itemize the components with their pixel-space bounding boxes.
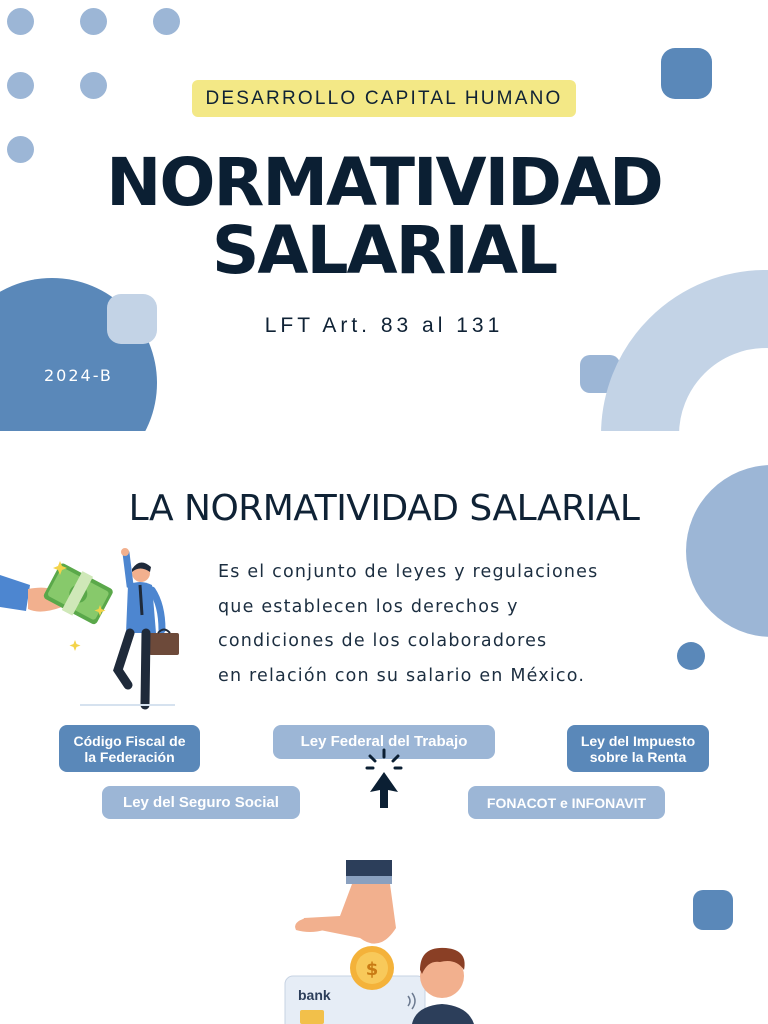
page-title-line1: NORMATIVIDAD	[106, 144, 662, 221]
pill-label: Ley del Impuesto	[580, 732, 696, 749]
bank-payment-illustration	[280, 858, 510, 1024]
cursor-click-icon	[364, 748, 404, 812]
page-subtitle: LFT Art. 83 al 131	[264, 314, 504, 337]
decor-dot	[7, 8, 34, 35]
law-ley-seguro-button[interactable]: Ley del Seguro Social	[102, 786, 300, 819]
decor-dot	[7, 72, 34, 99]
decor-dot	[677, 642, 705, 670]
header-badge: DESARROLLO CAPITAL HUMANO	[192, 80, 576, 117]
description-line: Es el conjunto de leyes y regulaciones	[218, 562, 599, 582]
decor-dot	[80, 8, 107, 35]
pill-label: sobre la Renta	[589, 748, 687, 765]
money-handoff-illustration	[0, 545, 200, 710]
description-line: que establecen los derechos y	[218, 597, 519, 617]
decor-dot	[80, 72, 107, 99]
description-line: en relación con su salario en México.	[218, 666, 586, 686]
law-ley-impuesto-button[interactable]	[567, 725, 709, 772]
law-ley-federal-button[interactable]: Ley Federal del Trabajo	[273, 725, 495, 759]
section-title: LA NORMATIVIDAD SALARIAL	[128, 488, 640, 529]
page-title-line2: SALARIAL	[211, 212, 557, 289]
law-fonacot-button[interactable]: FONACOT e INFONAVIT	[468, 786, 665, 819]
decor-dot	[153, 8, 180, 35]
coin-symbol: $	[365, 959, 379, 980]
decor-square	[693, 890, 733, 930]
card-bank-label: bank	[298, 987, 331, 1003]
pill-label: Código Fiscal de	[73, 732, 186, 749]
decor-square	[661, 48, 712, 99]
law-codigo-fiscal-button[interactable]	[59, 725, 200, 772]
semester-label: 2024-B	[44, 366, 113, 385]
description-line: condiciones de los colaboradores	[218, 631, 548, 651]
pill-label: la Federación	[84, 748, 175, 765]
